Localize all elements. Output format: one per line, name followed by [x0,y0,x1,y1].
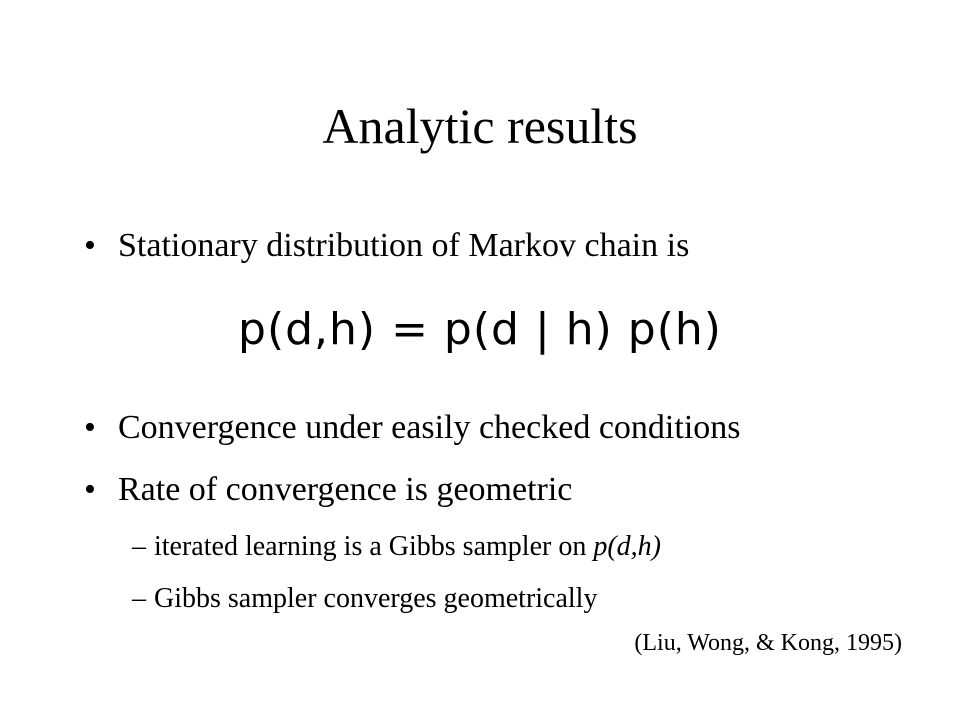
bullet-mark: • [84,471,96,508]
bullet-text: Rate of convergence is geometric [118,471,573,508]
bullet-text: Convergence under easily checked conditions [118,409,741,446]
subbullet-text: iterated learning is a Gibbs sampler on [154,531,594,562]
subbullet-mark: – [132,531,146,562]
bullet-item-rate [84,470,572,510]
subbullet-text: Gibbs sampler converges geometrically [154,583,598,614]
stationary-formula: p(d,h) = p(d | h) p(h) [238,304,722,355]
subbullet-math: p(d,h) [593,531,661,562]
subbullet-item-converges [132,582,597,616]
bullet-item-stationary [84,226,689,266]
slide-title: Analytic results [322,98,638,154]
citation: (Liu, Wong, & Kong, 1995) [634,630,902,656]
bullet-text: Stationary distribution of Markov chain is [118,227,690,264]
subbullet-item-gibbs-sampler [132,530,661,564]
subbullet-mark: – [132,583,146,614]
bullet-mark: • [84,227,96,264]
bullet-item-convergence [84,408,741,448]
bullet-mark: • [84,409,96,446]
